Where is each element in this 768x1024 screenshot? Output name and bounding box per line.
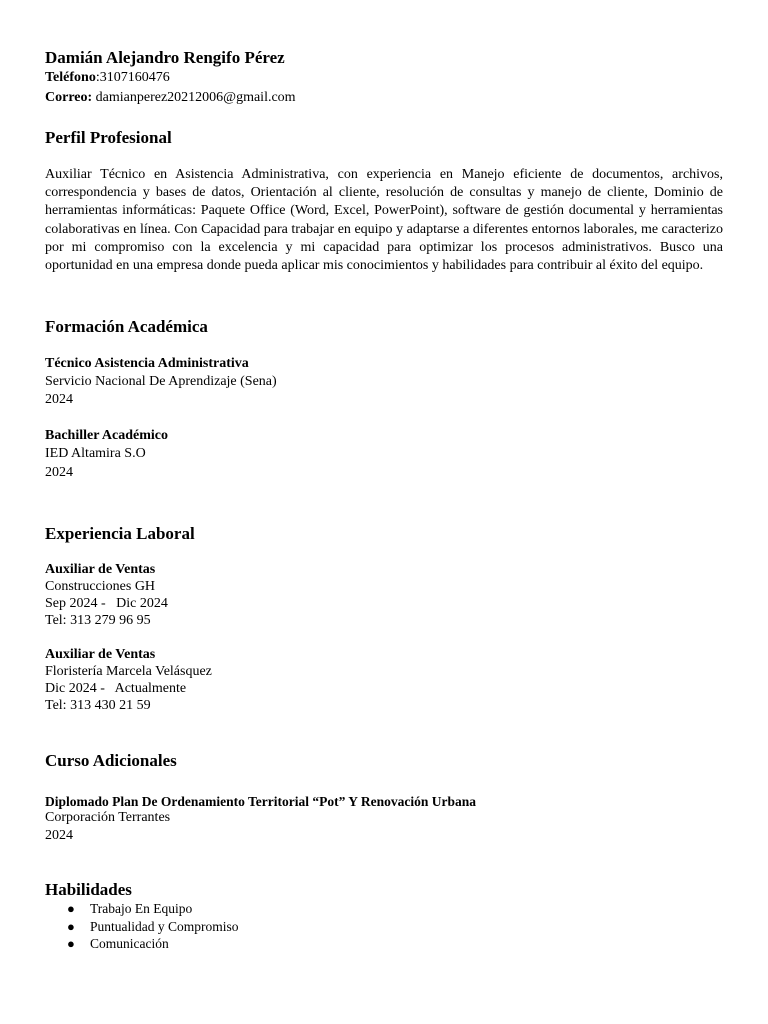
experience-phone: Tel: 313 279 96 95: [45, 613, 151, 628]
skill-label: Comunicación: [90, 936, 169, 951]
course-institution: Corporación Terrantes: [45, 810, 171, 825]
experience-role: Auxiliar de Ventas: [45, 562, 156, 577]
education-year: 2024: [45, 465, 73, 480]
email-label: Correo:: [45, 90, 93, 105]
education-degree: Bachiller Académico: [45, 428, 168, 443]
bullet-icon: ●: [67, 936, 75, 951]
profile-heading: Perfil Profesional: [45, 128, 172, 147]
education-year: 2024: [45, 392, 73, 407]
email-line: [45, 89, 296, 107]
candidate-name: Damián Alejandro Rengifo Pérez: [45, 48, 285, 67]
phone-line: [45, 69, 170, 87]
experience-company: Floristería Marcela Velásquez: [45, 664, 212, 679]
bullet-icon: ●: [67, 901, 75, 916]
education-degree: Técnico Asistencia Administrativa: [45, 356, 249, 371]
education-institution: IED Altamira S.O: [45, 446, 146, 461]
skills-heading: Habilidades: [45, 880, 132, 899]
course-year: 2024: [45, 828, 73, 843]
experience-period: Sep 2024 - Dic 2024: [45, 596, 168, 611]
email-value: damianperez20212006@gmail.com: [92, 90, 296, 105]
phone-value: :3107160476: [95, 70, 170, 85]
list-item: [45, 918, 239, 936]
experience-heading: Experiencia Laboral: [45, 524, 195, 543]
skill-label: Puntualidad y Compromiso: [90, 918, 239, 934]
course-name: Diplomado Plan De Ordenamiento Territorial “Pot” Y Renovación Urbana: [45, 794, 476, 809]
experience-company: Construcciones GH: [45, 579, 156, 594]
skills-list: [45, 900, 239, 953]
bullet-icon: ●: [67, 918, 75, 934]
education-institution: Servicio Nacional De Aprendizaje (Sena): [45, 374, 277, 389]
list-item: [45, 900, 239, 918]
list-item: [45, 935, 239, 953]
courses-heading: Curso Adicionales: [45, 751, 177, 770]
skill-label: Trabajo En Equipo: [90, 901, 193, 916]
phone-label: Teléfono: [45, 70, 96, 85]
profile-text: Auxiliar Técnico en Asistencia Administrativa, con experiencia en Manejo eficiente de documentos, archivos, correspondencia y bases de datos, Orientación al cliente, resolución de consultas y manejo de cliente, Dominio de herramientas informáticas: Paquete Office (Word, Excel, PowerPoint), software de gestión documental y herramientas colaborativas en línea. Con Capacidad para trabajar en equipo y adaptarse a diferentes entornos laborales, me caracterizo por mi compromiso con la excelencia y mi capacidad para optimizar los procesos administrativos. Busco una oportunidad en una empresa donde pueda aplicar mis conocimientos y habilidades para contribuir al éxito del equipo.: [45, 167, 723, 274]
education-heading: Formación Académica: [45, 317, 208, 336]
experience-role: Auxiliar de Ventas: [45, 647, 156, 662]
experience-period: Dic 2024 - Actualmente: [45, 681, 187, 696]
experience-phone: Tel: 313 430 21 59: [45, 698, 151, 713]
